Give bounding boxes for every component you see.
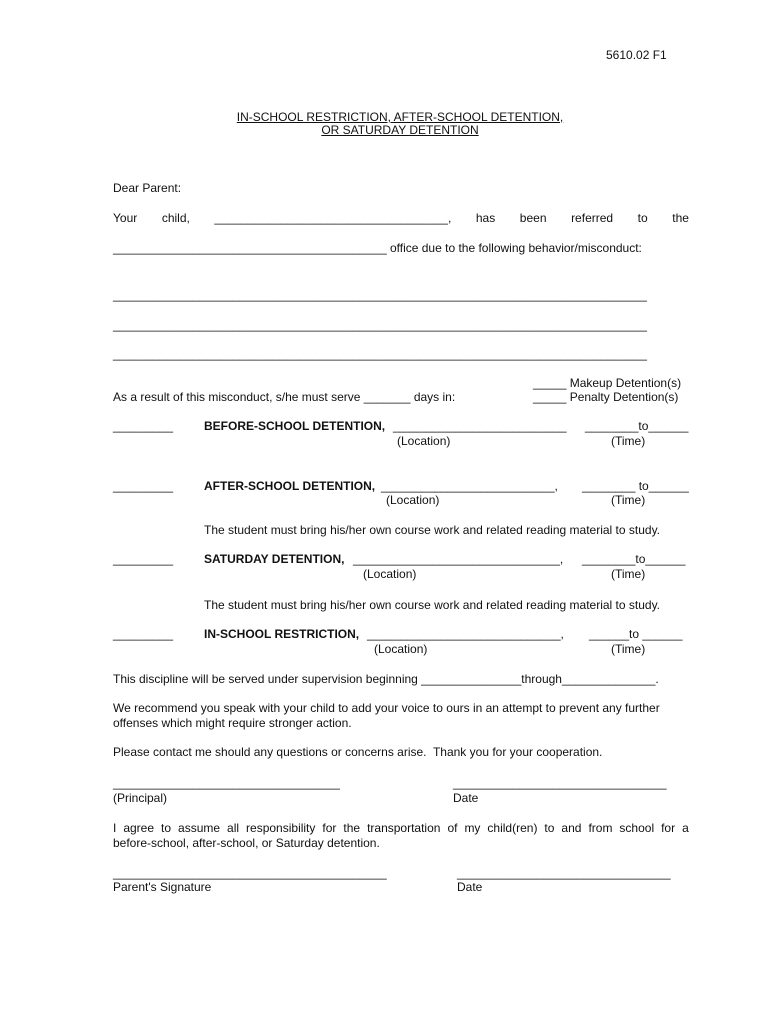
referral-line1 — [113, 211, 689, 225]
principal-label: (Principal) — [113, 791, 168, 805]
agreement-word: child(ren) — [487, 821, 538, 835]
referral-line2: _________________________________________ office due to the following behavior/misconduct: — [113, 241, 642, 255]
agreement-word: a — [682, 821, 689, 835]
agreement-word: I — [113, 821, 117, 835]
saturday-time-blank[interactable]: ________to______ — [582, 552, 686, 566]
agreement-line2: before-school, after-school, or Saturday detention. — [113, 836, 380, 850]
location-label: (Location) — [397, 434, 451, 448]
in-school-check[interactable]: _________ — [113, 627, 174, 641]
after-school-time-blank[interactable]: ________ to______ — [582, 479, 689, 493]
salutation: Dear Parent: — [113, 181, 182, 195]
saturday-label: SATURDAY DETENTION, — [204, 552, 345, 566]
parent-date-line[interactable]: ________________________________ — [457, 866, 671, 880]
time-label: (Time) — [611, 642, 646, 656]
agreement-word: for — [322, 821, 337, 835]
after-school-label: AFTER-SCHOOL DETENTION, — [204, 479, 376, 493]
referral-word: referred — [571, 211, 614, 225]
recommend-line2: offenses which might require stronger action. — [113, 716, 352, 730]
time-label: (Time) — [611, 567, 646, 581]
agreement-word: all — [227, 821, 240, 835]
in-school-label: IN-SCHOOL RESTRICTION, — [204, 627, 360, 641]
location-label: (Location) — [374, 642, 428, 656]
referral-word: Your — [113, 211, 138, 225]
contact-text: Please contact me should any questions or concerns arise. Thank you for your cooperation. — [113, 745, 603, 759]
parent-signature-line[interactable]: _________________________________________ — [113, 866, 387, 880]
agreement-word: of — [447, 821, 458, 835]
form-number: 5610.02 F1 — [606, 48, 667, 62]
agreement-word: school — [619, 821, 655, 835]
in-school-time-blank[interactable]: ______to ______ — [589, 627, 683, 641]
form-title-line2: OR SATURDAY DETENTION — [321, 123, 479, 137]
principal-date-line[interactable]: ________________________________ — [453, 776, 667, 790]
before-school-time-blank[interactable]: ________to______ — [585, 419, 689, 433]
agreement-word: transportation — [367, 821, 441, 835]
before-school-location-blank[interactable]: __________________________ — [393, 419, 567, 433]
parent-signature-label: Parent's Signature — [113, 880, 212, 894]
referral-word: child, — [161, 211, 190, 225]
coursework-note: The student must bring his/her own course work and related reading material to study. — [204, 598, 661, 612]
agreement-word: my — [464, 821, 481, 835]
misconduct-line-3[interactable]: ________________________________________________________________________________ — [113, 347, 647, 361]
location-label: (Location) — [386, 493, 440, 507]
referral-word: to — [637, 211, 648, 225]
time-label: (Time) — [611, 434, 646, 448]
agreement-word: assume — [178, 821, 221, 835]
referral-word: has — [475, 211, 496, 225]
referral-word[interactable]: ___________________________________, — [214, 211, 452, 225]
agreement-word: for — [661, 821, 676, 835]
penalty-detention-option[interactable]: _____ Penalty Detention(s) — [533, 390, 679, 404]
agreement-word: from — [588, 821, 613, 835]
referral-word: been — [519, 211, 547, 225]
parent-date-label: Date — [457, 880, 483, 894]
before-school-label: BEFORE-SCHOOL DETENTION, — [204, 419, 386, 433]
agreement-word: and — [561, 821, 582, 835]
location-label: (Location) — [363, 567, 417, 581]
agreement-word: to — [161, 821, 172, 835]
time-label: (Time) — [611, 493, 646, 507]
agreement-word: responsibility — [246, 821, 316, 835]
after-school-location-blank[interactable]: __________________________, — [381, 479, 558, 493]
form-title-line1: IN-SCHOOL RESTRICTION, AFTER-SCHOOL DETENTION, — [236, 110, 564, 124]
agreement-line1 — [113, 821, 689, 835]
principal-date-label: Date — [453, 791, 479, 805]
misconduct-line-2[interactable]: ________________________________________________________________________________ — [113, 318, 647, 332]
makeup-detention-option[interactable]: _____ Makeup Detention(s) — [533, 376, 682, 390]
in-school-location-blank[interactable]: _____________________________, — [367, 627, 564, 641]
agreement-word: to — [544, 821, 555, 835]
principal-signature-line[interactable]: __________________________________ — [113, 776, 340, 790]
before-school-check[interactable]: _________ — [113, 419, 174, 433]
recommend-line1: We recommend you speak with your child to add your voice to ours in an attempt to prevent any further — [113, 701, 660, 715]
misconduct-line-1[interactable]: ________________________________________________________________________________ — [113, 288, 647, 302]
saturday-check[interactable]: _________ — [113, 552, 174, 566]
agreement-word: agree — [123, 821, 155, 835]
saturday-location-blank[interactable]: _______________________________, — [353, 552, 564, 566]
serve-days-text: As a result of this misconduct, s/he must serve _______ days in: — [113, 390, 456, 404]
referral-word: the — [672, 211, 689, 225]
coursework-note: The student must bring his/her own course work and related reading material to study. — [204, 523, 661, 537]
supervision-text: This discipline will be served under supervision beginning _______________through______________. — [113, 672, 659, 686]
agreement-word: the — [343, 821, 361, 835]
after-school-check[interactable]: _________ — [113, 479, 174, 493]
